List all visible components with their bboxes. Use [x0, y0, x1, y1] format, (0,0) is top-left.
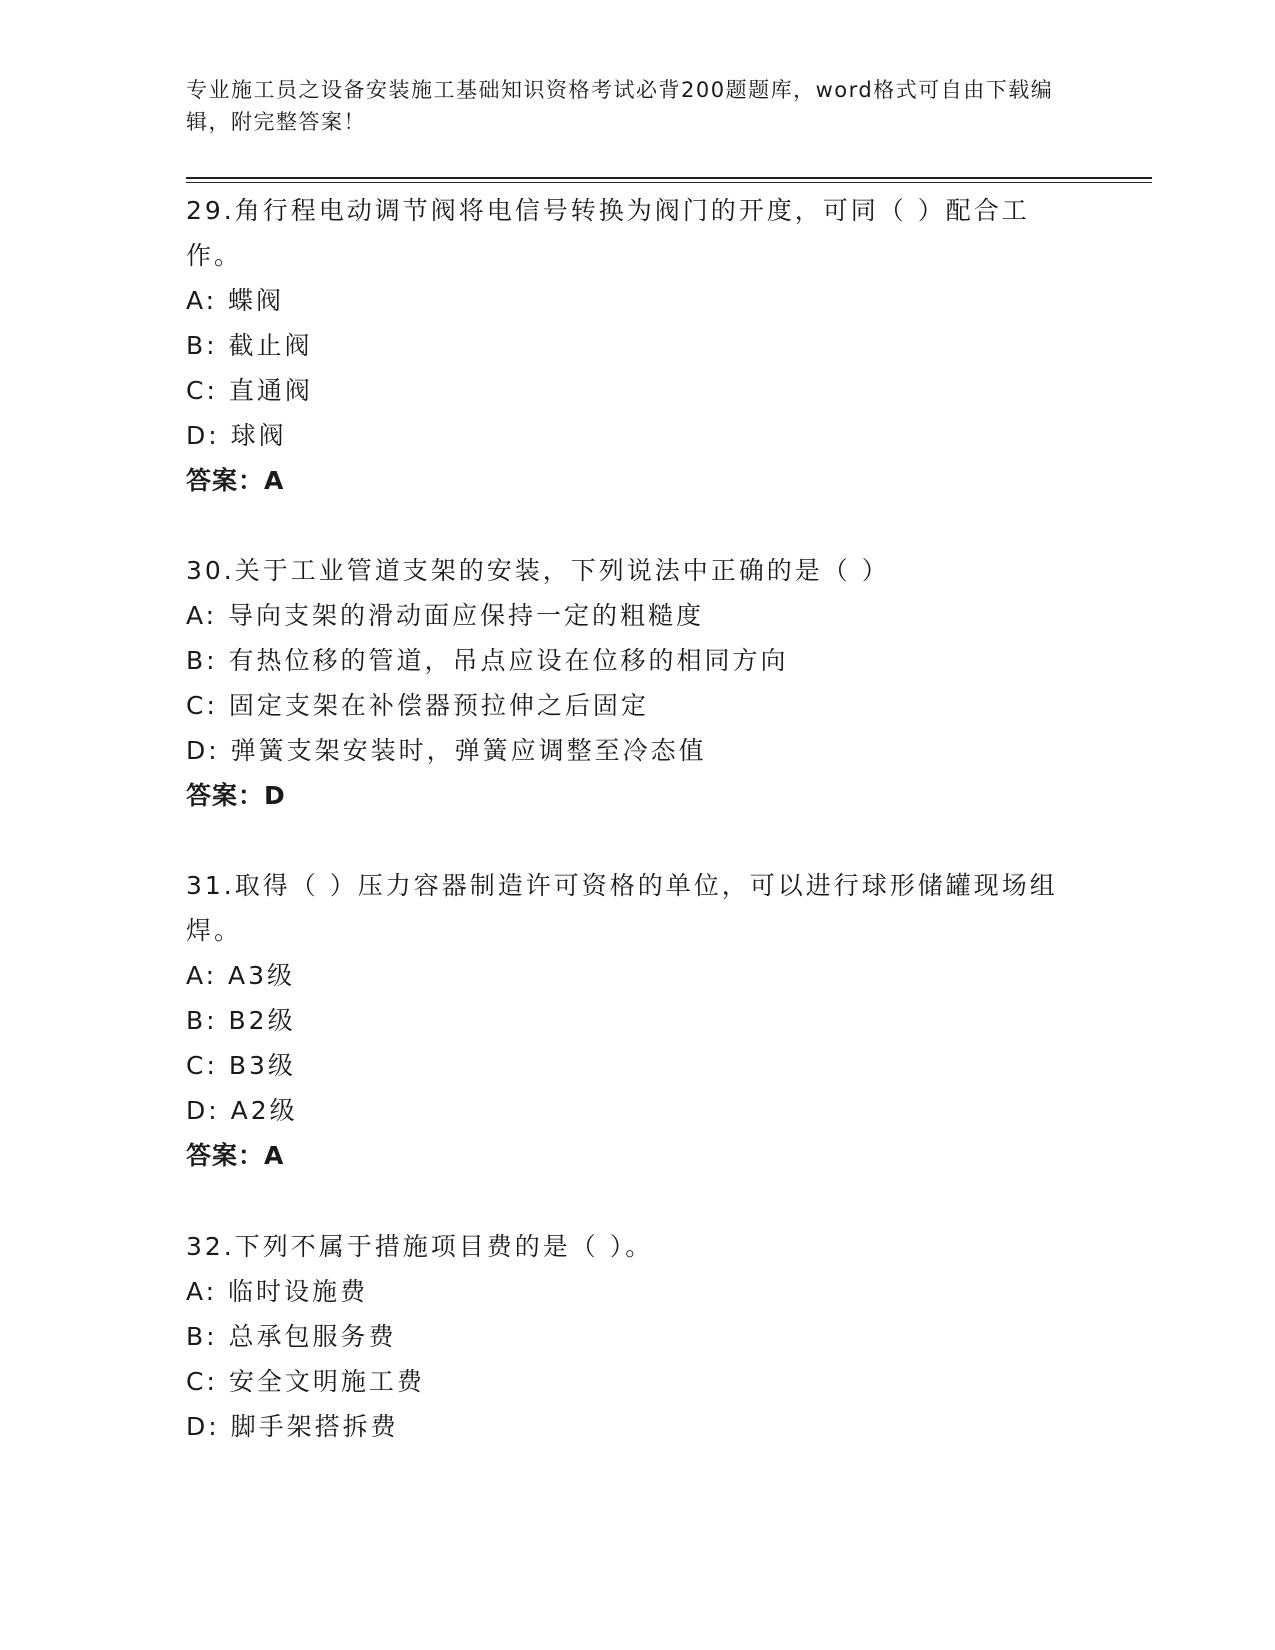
option-a: A: 导向支架的滑动面应保持一定的粗糙度 — [186, 601, 705, 630]
option-b: B: B2级 — [186, 1006, 296, 1035]
question-stem: 29.角行程电动调节阀将电信号转换为阀门的开度，可同（ ）配合工作。 — [186, 196, 1030, 270]
option-b: B: 截止阀 — [186, 331, 313, 360]
answer: 答案：A — [186, 466, 285, 495]
header-divider-thin — [186, 182, 1152, 183]
question-stem: 32.下列不属于措施项目费的是（ ）。 — [186, 1232, 654, 1261]
option-a: A: 蝶阀 — [186, 286, 285, 315]
question-stem: 31.取得（ ）压力容器制造许可资格的单位，可以进行球形储罐现场组焊。 — [186, 871, 1058, 945]
option-d: D: 弹簧支架安装时，弹簧应调整至冷态值 — [186, 736, 707, 765]
option-c: C: 固定支架在补偿器预拉伸之后固定 — [186, 691, 649, 720]
option-d: D: 球阀 — [186, 421, 287, 450]
option-c: C: B3级 — [186, 1051, 296, 1080]
option-a: A: 临时设施费 — [186, 1277, 369, 1306]
option-d: D: 脚手架搭拆费 — [186, 1412, 399, 1441]
header-divider — [186, 177, 1152, 179]
question-stem: 30.关于工业管道支架的安装，下列说法中正确的是（ ） — [186, 556, 890, 585]
document-header: 专业施工员之设备安装施工基础知识资格考试必背200题题库，word格式可自由下载编辑，附完整答案！ — [186, 78, 1054, 134]
option-a: A: A3级 — [186, 961, 296, 990]
option-b: B: 总承包服务费 — [186, 1322, 397, 1351]
question-31 — [186, 863, 1066, 1178]
question-32 — [186, 1224, 1066, 1449]
answer: 答案：A — [186, 1141, 285, 1170]
option-d: D: A2级 — [186, 1096, 298, 1125]
option-c: C: 安全文明施工费 — [186, 1367, 425, 1396]
answer: 答案：D — [186, 781, 286, 810]
question-29 — [186, 188, 1066, 503]
option-c: C: 直通阀 — [186, 376, 313, 405]
question-30 — [186, 548, 1066, 818]
option-b: B: 有热位移的管道，吊点应设在位移的相同方向 — [186, 646, 789, 675]
